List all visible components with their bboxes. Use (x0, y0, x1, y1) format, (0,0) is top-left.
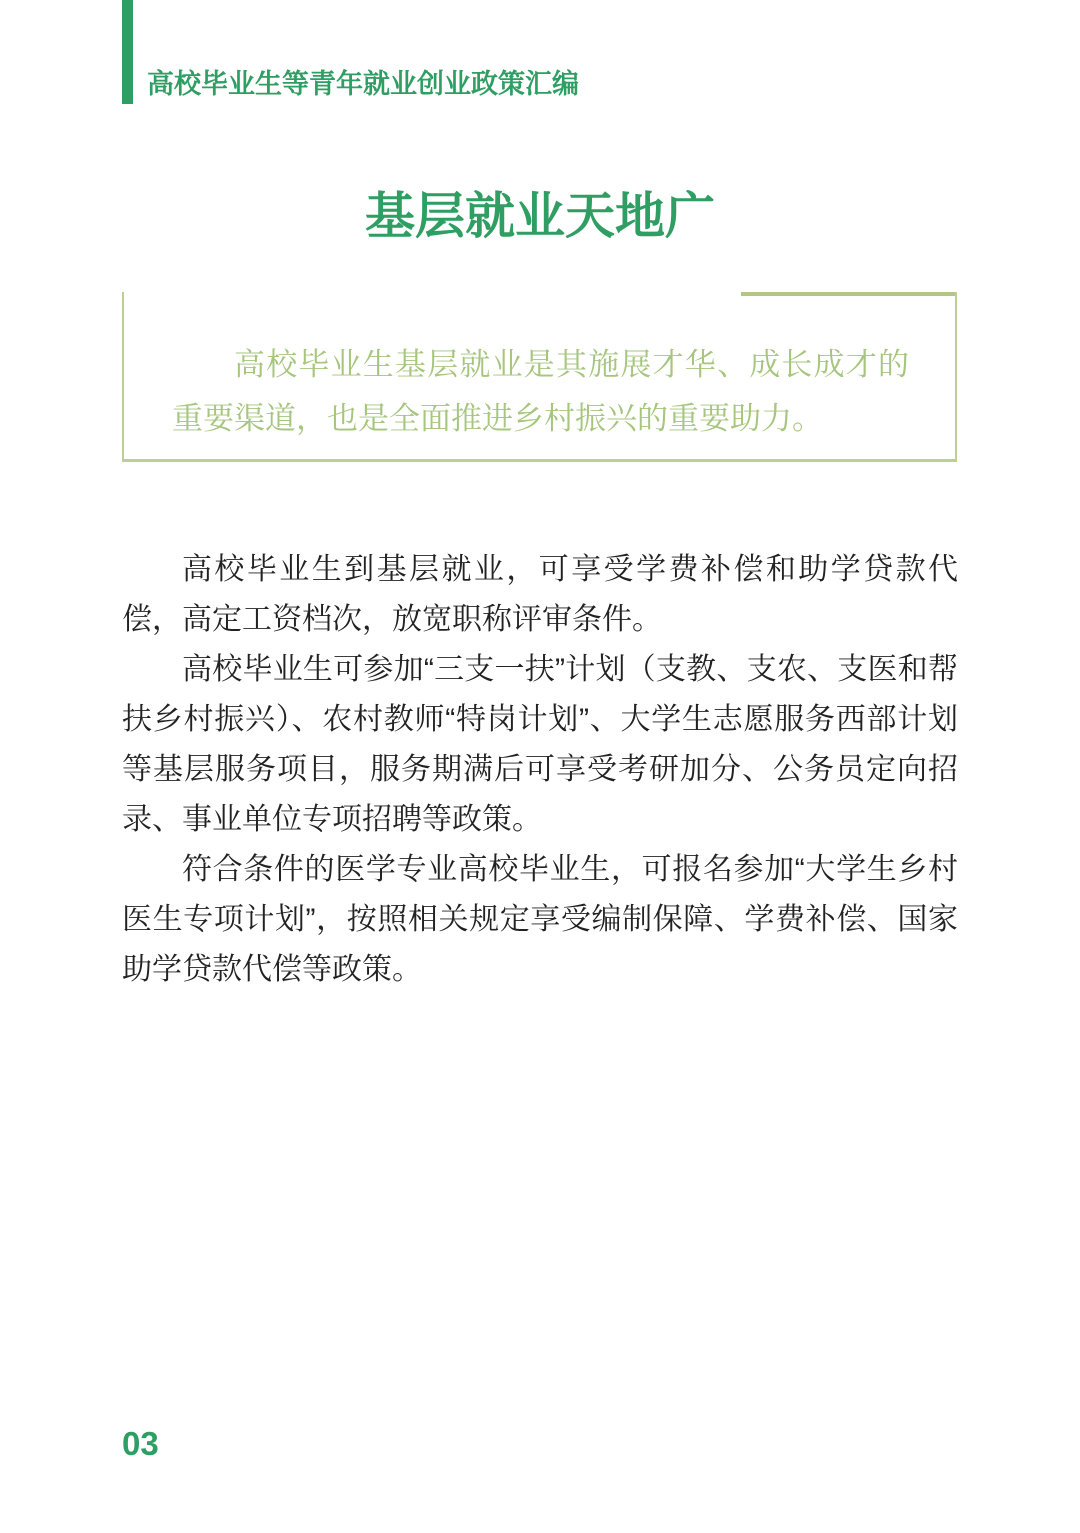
header-title: 高校毕业生等青年就业创业政策汇编 (147, 69, 579, 99)
paragraph-2: 高校毕业生可参加“三支一扶”计划（支教、支农、支医和帮扶乡村振兴）、农村教师“特岗计划”、大学生志愿服务西部计划等基层服务项目，服务期满后可享受考研加分、公务员定向招录、事业单位专项招聘等政策。 (122, 653, 958, 836)
box-top-accent-line (741, 292, 955, 296)
body-text (122, 545, 958, 995)
page-title: 基层就业天地广 (365, 188, 715, 244)
highlight-box-text: 高校毕业生基层就业是其施展才华、成长成才的重要渠道，也是全面推进乡村振兴的重要助力。 (172, 347, 909, 436)
paragraph-1: 高校毕业生到基层就业，可享受学费补偿和助学贷款代偿，高定工资档次，放宽职称评审条件。 (122, 553, 958, 636)
paragraph-3: 符合条件的医学专业高校毕业生，可报名参加“大学生乡村医生专项计划”，按照相关规定享受编制保障、学费补偿、国家助学贷款代偿等政策。 (122, 853, 958, 986)
page-number: 03 (122, 1425, 159, 1462)
highlight-box (122, 292, 957, 462)
header-accent-bar (122, 0, 133, 104)
